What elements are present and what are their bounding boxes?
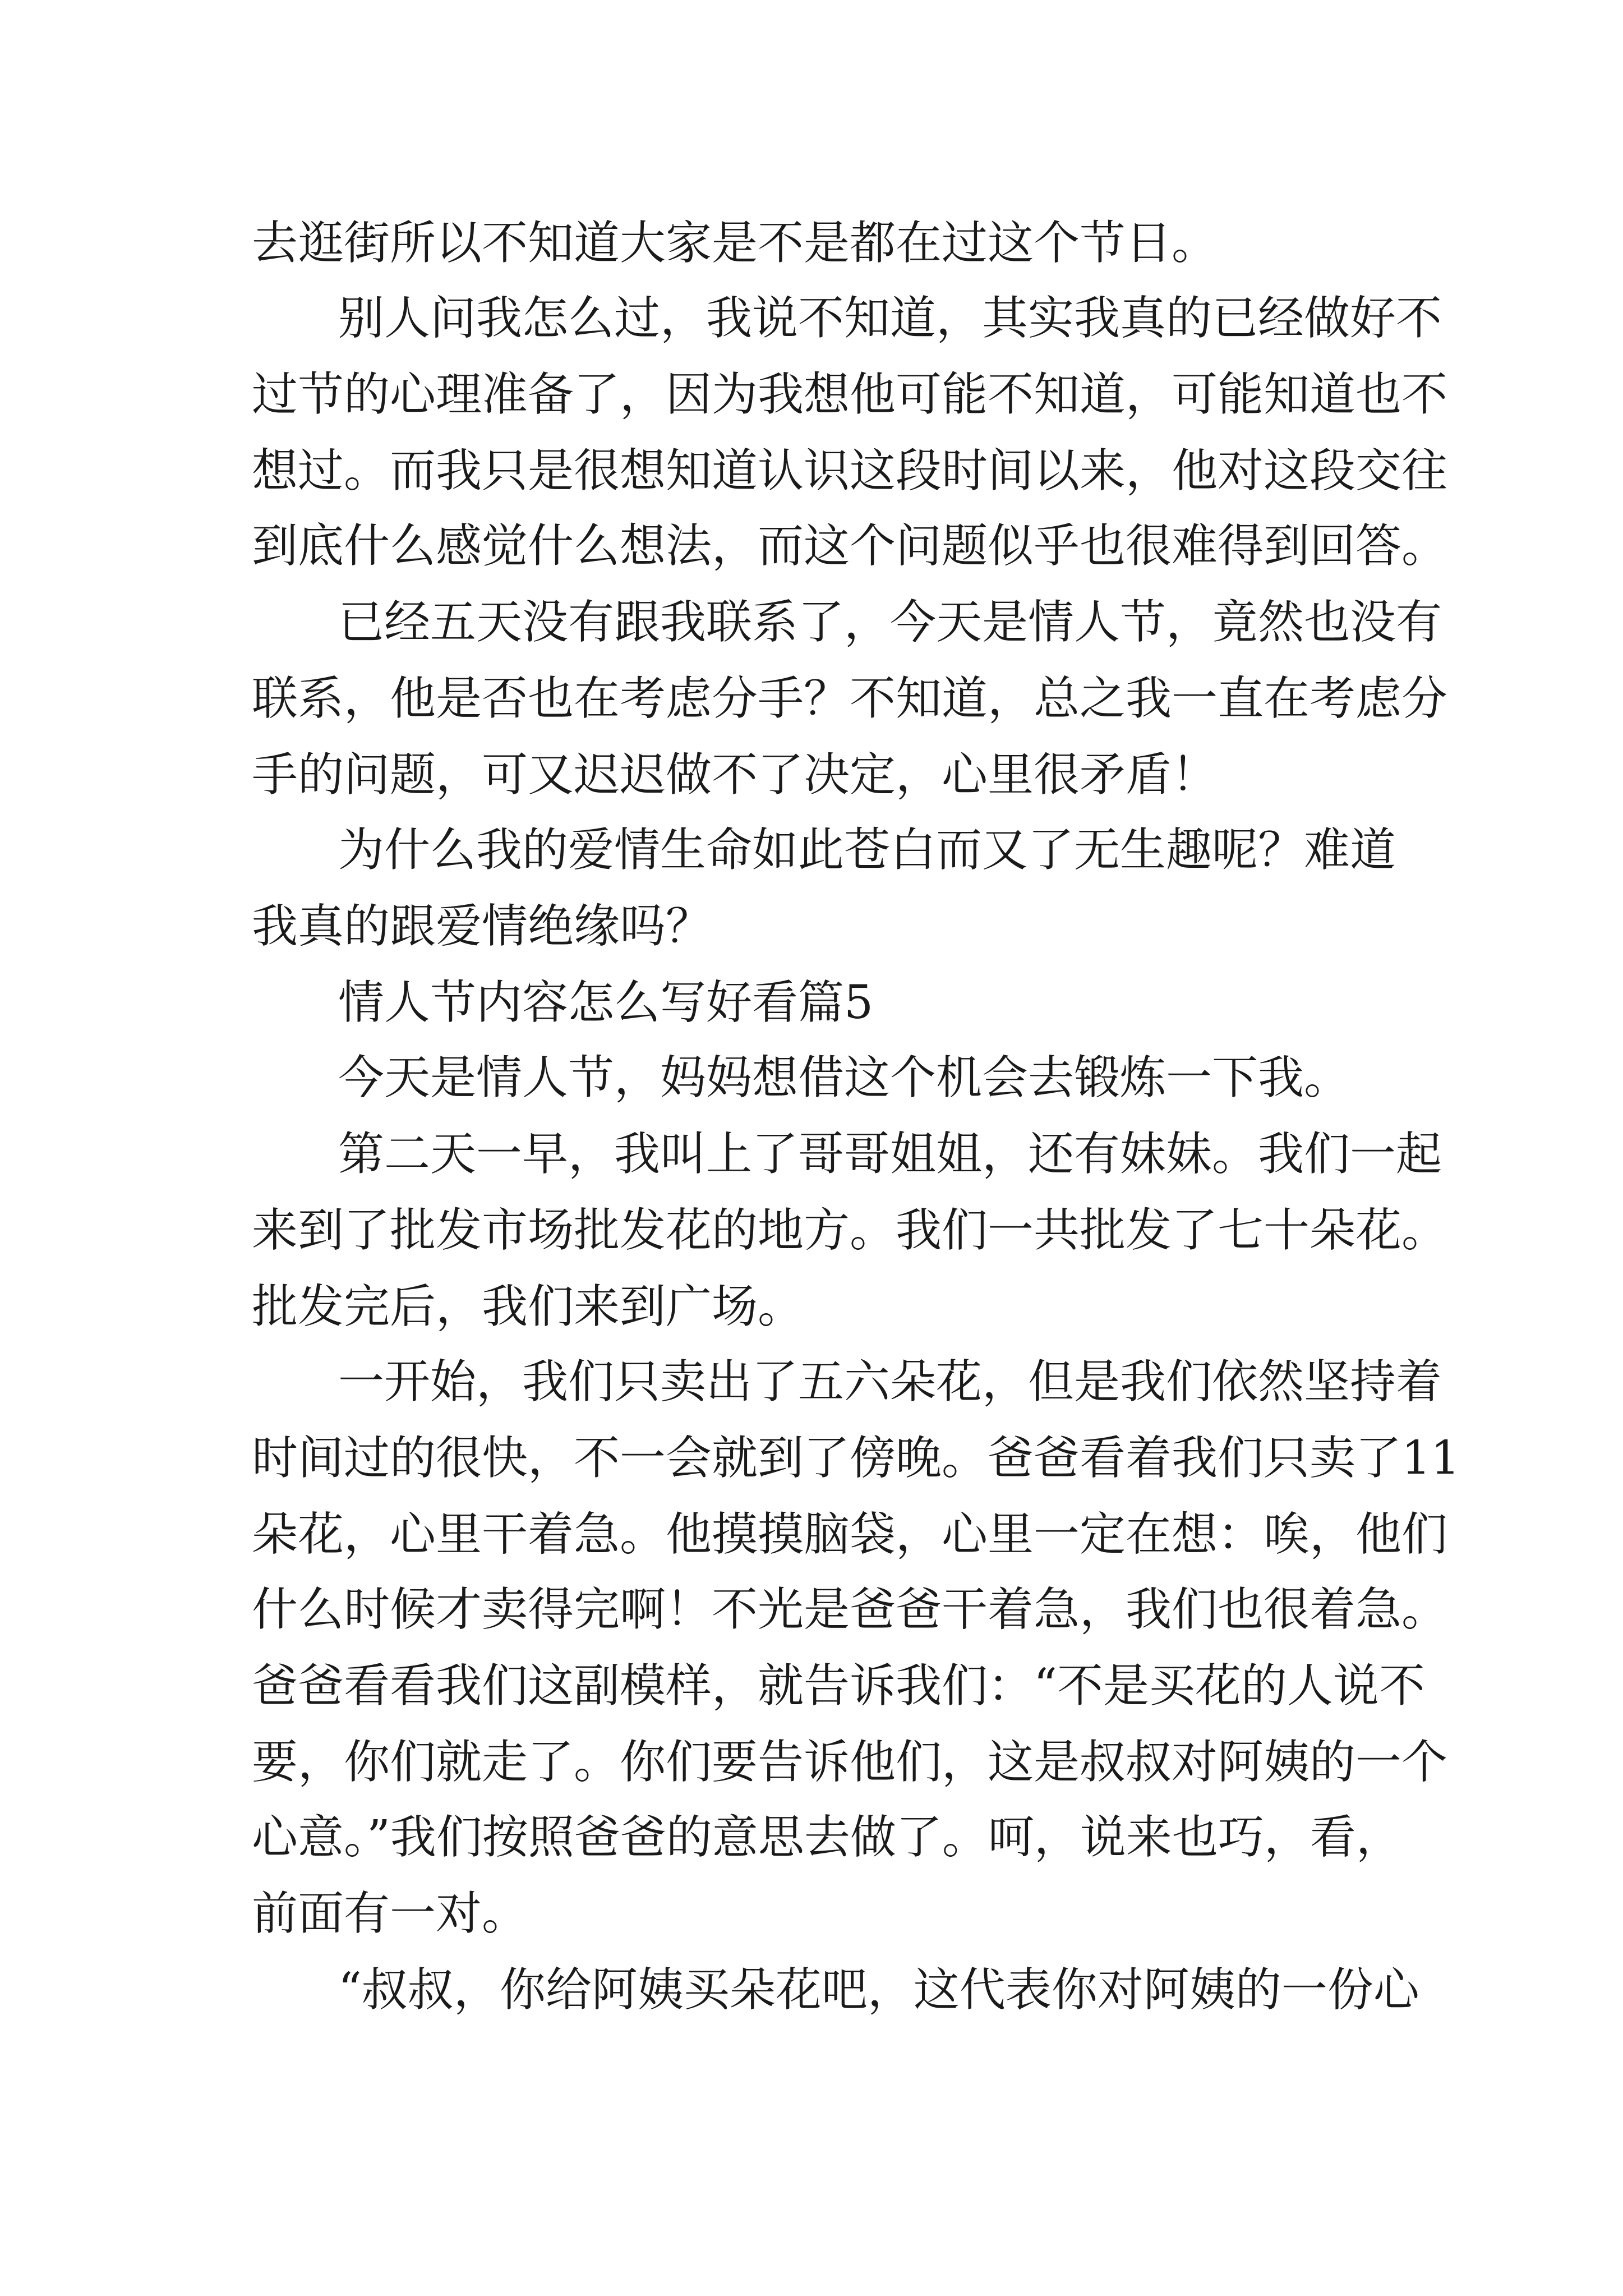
text-line: 手的问题，可又迟迟做不了决定，心里很矛盾！ (252, 748, 1218, 802)
text-line: 联系，他是否也在考虑分手？不知道，总之我一直在考虑分 (252, 672, 1448, 725)
text-line: 到底什么感觉什么想法，而这个问题似乎也很难得到回答。 (252, 519, 1448, 573)
text-line: 要，你们就走了。你们要告诉他们，这是叔叔对阿姨的一个 (252, 1736, 1448, 1789)
text-line: 已经五天没有跟我联系了，今天是情人节，竟然也没有 (338, 596, 1442, 649)
text-line: 想过。而我只是很想知道认识这段时间以来，他对这段交往 (252, 444, 1448, 498)
text-line: 前面有一对。 (252, 1887, 528, 1940)
text-line: “叔叔，你给阿姨买朵花吧，这代表你对阿姨的一份心 (338, 1963, 1419, 2017)
text-line: 今天是情人节，妈妈想借这个机会去锻炼一下我。 (338, 1051, 1350, 1105)
text-line: 爸爸看看我们这副模样，就告诉我们：“不是买花的人说不 (252, 1659, 1425, 1713)
text-line: 为什么我的爱情生命如此苍白而又了无生趣呢？难道 (338, 823, 1396, 877)
text-line: 别人问我怎么过，我说不知道，其实我真的已经做好不 (338, 292, 1442, 345)
text-line: 来到了批发市场批发花的地方。我们一共批发了七十朵花。 (252, 1204, 1448, 1257)
text-line: 心意。”我们按照爸爸的意思去做了。呵，说来也巧，看， (252, 1811, 1402, 1864)
text-line: 去逛街所以不知道大家是不是都在过这个节日。 (252, 217, 1218, 270)
text-line: 时间过的很快，不一会就到了傍晚。爸爸看着我们只卖了11 (252, 1432, 1460, 1485)
text-line: 我真的跟爱情绝缘吗？ (252, 900, 712, 953)
text-line: 一开始，我们只卖出了五六朵花，但是我们依然坚持着 (338, 1355, 1442, 1409)
section-heading: 情人节内容怎么写好看篇5 (338, 976, 874, 1029)
text-line: 第二天一早，我叫上了哥哥姐姐，还有妹妹。我们一起 (338, 1128, 1442, 1181)
text-line: 批发完后，我们来到广场。 (252, 1280, 804, 1333)
text-line: 过节的心理准备了，因为我想他可能不知道，可能知道也不 (252, 368, 1448, 421)
text-line: 朵花，心里干着急。他摸摸脑袋，心里一定在想：唉，他们 (252, 1508, 1448, 1561)
text-line: 什么时候才卖得完啊！不光是爸爸干着急，我们也很着急。 (252, 1583, 1448, 1636)
